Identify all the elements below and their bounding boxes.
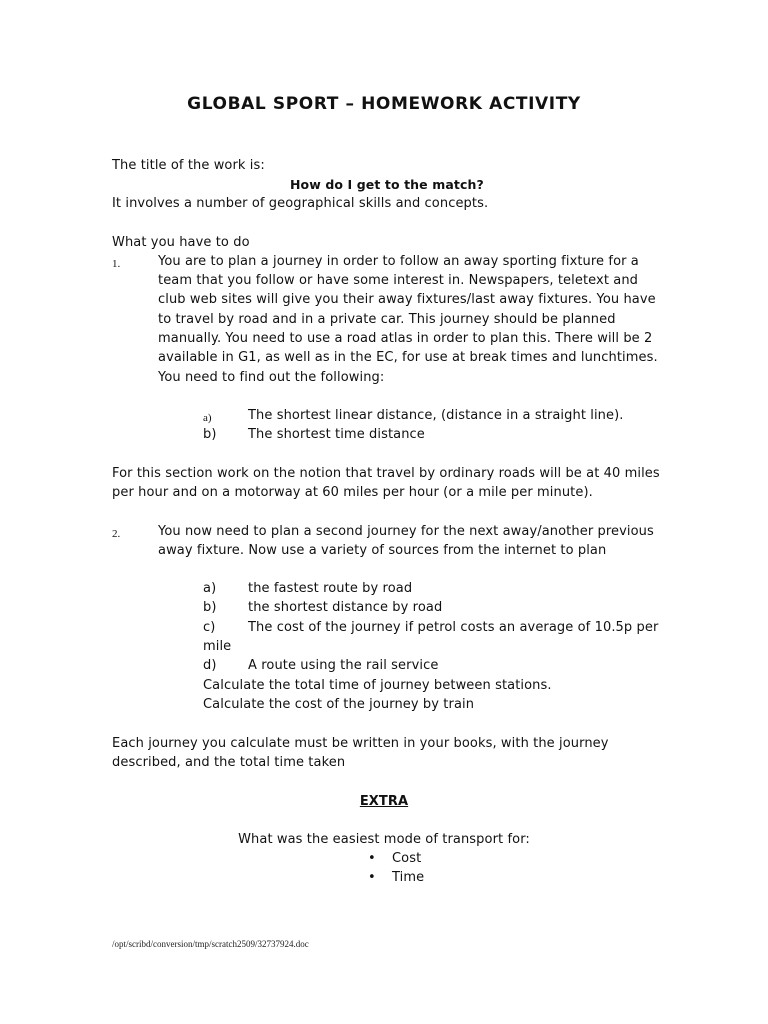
- task-2-item-c-wrap: mile: [203, 639, 232, 654]
- intro-line-2: It involves a number of geographical skills and concepts.: [112, 196, 489, 211]
- bullet-dot-icon: •: [368, 851, 376, 866]
- task-1-item-text: The shortest linear distance, (distance in a straight line).: [248, 408, 624, 423]
- task-2-item-label: a): [203, 581, 217, 596]
- task-2-extra-line: Calculate the total time of journey between stations.: [203, 678, 552, 693]
- task-1-line: team that you follow or have some interest in. Newspapers, teletext and: [158, 273, 639, 288]
- task-2-extra-line: Calculate the cost of the journey by train: [203, 697, 475, 712]
- task-2-item-label: d): [203, 658, 217, 673]
- task-1-line: available in G1, as well as in the EC, for use at break times and lunchtimes.: [158, 350, 658, 365]
- task-1-line: You need to find out the following:: [158, 370, 385, 385]
- task-1-item-text: The shortest time distance: [248, 427, 425, 442]
- footer-file-path: /opt/scribd/conversion/tmp/scratch2509/32737924.doc: [112, 939, 309, 949]
- task-1-item-label: a): [203, 412, 212, 424]
- document-title: GLOBAL SPORT – HOMEWORK ACTIVITY: [187, 94, 581, 114]
- section-heading-what-to-do: What you have to do: [112, 235, 250, 250]
- closing-line: Each journey you calculate must be written in your books, with the journey: [112, 736, 609, 751]
- task-1-line: to travel by road and in a private car. This journey should be planned: [158, 312, 616, 327]
- task-1-line: You are to plan a journey in order to follow an away sporting fixture for a: [158, 254, 639, 269]
- task-1-item-label: b): [203, 427, 217, 442]
- task-2-number: 2.: [112, 528, 121, 540]
- extra-question: What was the easiest mode of transport for:: [238, 832, 530, 847]
- task-2-line: You now need to plan a second journey for the next away/another previous: [158, 524, 654, 539]
- task-2-item-text: The cost of the journey if petrol costs an average of 10.5p per: [248, 620, 659, 635]
- task-2-item-label: c): [203, 620, 216, 635]
- task-2-line: away fixture. Now use a variety of sources from the internet to plan: [158, 543, 607, 558]
- task-2-item-text: the fastest route by road: [248, 581, 413, 596]
- section-note-line: For this section work on the notion that travel by ordinary roads will be at 40 miles: [112, 466, 660, 481]
- extra-bullet-item: Cost: [392, 851, 422, 866]
- task-2-item-text: the shortest distance by road: [248, 600, 443, 615]
- closing-line: described, and the total time taken: [112, 755, 346, 770]
- task-2-item-text: A route using the rail service: [248, 658, 439, 673]
- task-1-line: manually. You need to use a road atlas in order to plan this. There will be 2: [158, 331, 653, 346]
- work-title-question: How do I get to the match?: [290, 177, 484, 192]
- bullet-dot-icon: •: [368, 870, 376, 885]
- task-2-item-label: b): [203, 600, 217, 615]
- extra-bullet-item: Time: [392, 870, 425, 885]
- task-1-number: 1.: [112, 258, 121, 270]
- intro-line-1: The title of the work is:: [112, 158, 265, 173]
- section-note-line: per hour and on a motorway at 60 miles per hour (or a mile per minute).: [112, 485, 593, 500]
- task-1-line: club web sites will give you their away fixtures/last away fixtures. You have: [158, 292, 656, 307]
- extra-heading: EXTRA: [359, 794, 409, 809]
